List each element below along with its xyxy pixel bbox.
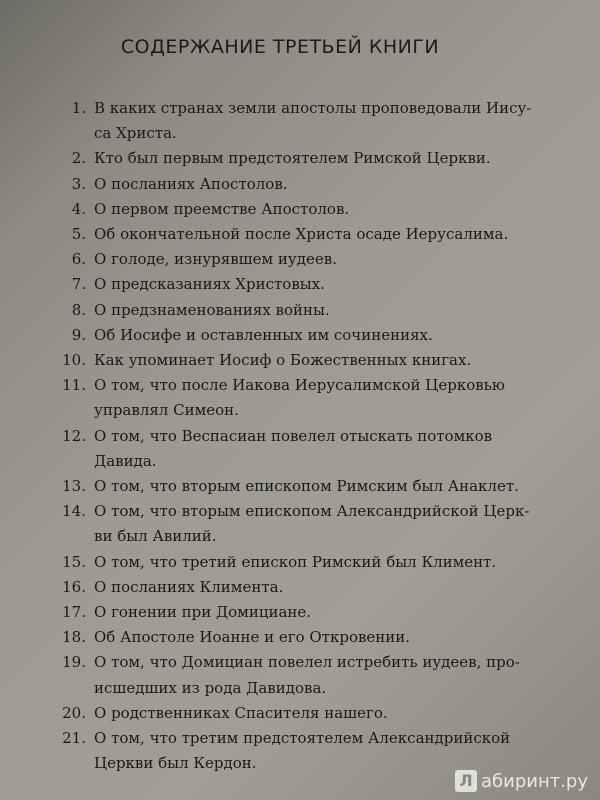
toc-number: 15. — [62, 552, 86, 571]
toc-number: 16. — [62, 577, 86, 596]
toc-text: Об Иосифе и оставленных им сочинениях. — [94, 325, 433, 344]
toc-text: О предзнаменованиях войны. — [94, 300, 330, 319]
toc-number: 21. — [62, 729, 86, 748]
toc-number: 9. — [71, 325, 86, 344]
toc-number: 7. — [71, 275, 86, 294]
toc-number: 6. — [71, 250, 86, 269]
toc-item-19 — [48, 650, 588, 700]
labirint-watermark — [455, 770, 588, 792]
toc-number: 2. — [71, 149, 86, 168]
toc-number: 14. — [62, 502, 86, 521]
toc-text: О том, что Домициан повелел истребить иудеев, про- исшедших из рода Давидова. — [94, 653, 520, 697]
toc-text: О том, что третим предстоятелем Александрийской Церкви был Кердон. — [94, 729, 511, 773]
toc-number: 12. — [62, 426, 86, 445]
toc-text: Об окончательной после Христа осаде Иерусалима. — [94, 225, 509, 244]
toc-text: О том, что вторым епископом Александрийской Церк- ви был Авилий. — [94, 502, 530, 546]
toc-item-21 — [48, 726, 588, 776]
toc-text: О предсказаниях Христовых. — [94, 275, 325, 294]
toc-text: О том, что Веспасиан повелел отыскать потомков Давида. — [94, 426, 493, 470]
toc-text: О гонении при Домициане. — [94, 603, 312, 622]
toc-item-18 — [48, 625, 588, 650]
toc-item-10 — [48, 348, 588, 373]
toc-number: 18. — [62, 628, 86, 647]
toc-item-4 — [48, 197, 588, 222]
toc-text: О голоде, изнурявшем иудеев. — [94, 250, 337, 269]
toc-text: О посланиях Климента. — [94, 577, 284, 596]
watermark-text: абиринт.ру — [480, 770, 588, 792]
toc-number: 11. — [62, 376, 86, 395]
toc-item-20 — [48, 701, 588, 726]
toc-item-13 — [48, 474, 588, 499]
page-title: СОДЕРЖАНИЕ ТРЕТЬЕЙ КНИГИ — [120, 36, 440, 58]
toc-number: 5. — [71, 225, 86, 244]
toc-text: Об Апостоле Иоанне и его Откровении. — [94, 628, 411, 647]
toc-item-2 — [48, 146, 588, 171]
toc-number: 4. — [71, 199, 86, 218]
table-of-contents — [48, 96, 588, 776]
labirint-logo-icon: Л — [455, 770, 477, 792]
toc-text: О том, что третий епископ Римский был Климент. — [94, 552, 497, 571]
toc-number: 3. — [71, 174, 86, 193]
toc-text: О том, что после Иакова Иерусалимской Церковью управлял Симеон. — [94, 376, 505, 420]
toc-text: Как упоминает Иосиф о Божественных книгах. — [94, 351, 472, 370]
toc-number: 13. — [62, 477, 86, 496]
toc-number: 8. — [71, 300, 86, 319]
toc-number: 1. — [71, 99, 86, 117]
toc-item-9 — [48, 323, 588, 348]
toc-number: 19. — [62, 653, 86, 672]
toc-number: 10. — [62, 351, 86, 370]
toc-item-17 — [48, 600, 588, 625]
toc-text: О посланиях Апостолов. — [94, 174, 288, 193]
toc-text: О родственниках Спасителя нашего. — [94, 703, 388, 722]
toc-item-15 — [48, 550, 588, 575]
toc-item-3 — [48, 172, 588, 197]
toc-text: О первом преемстве Апостолов. — [94, 199, 350, 218]
toc-item-16 — [48, 575, 588, 600]
toc-item-14 — [48, 499, 588, 549]
toc-text: В каких странах земли апостолы проповедовали Иису- са Христа. — [94, 99, 532, 143]
toc-text: Кто был первым предстоятелем Римской Церкви. — [94, 149, 491, 168]
toc-item-6 — [48, 247, 588, 272]
toc-item-11 — [48, 373, 588, 423]
toc-number: 17. — [62, 603, 86, 622]
toc-item-7 — [48, 272, 588, 297]
toc-item-8 — [48, 298, 588, 323]
toc-item-1 — [48, 96, 588, 146]
toc-item-12 — [48, 424, 588, 474]
toc-item-5 — [48, 222, 588, 247]
toc-number: 20. — [62, 703, 86, 722]
toc-text: О том, что вторым епископом Римским был Анаклет. — [94, 477, 519, 496]
